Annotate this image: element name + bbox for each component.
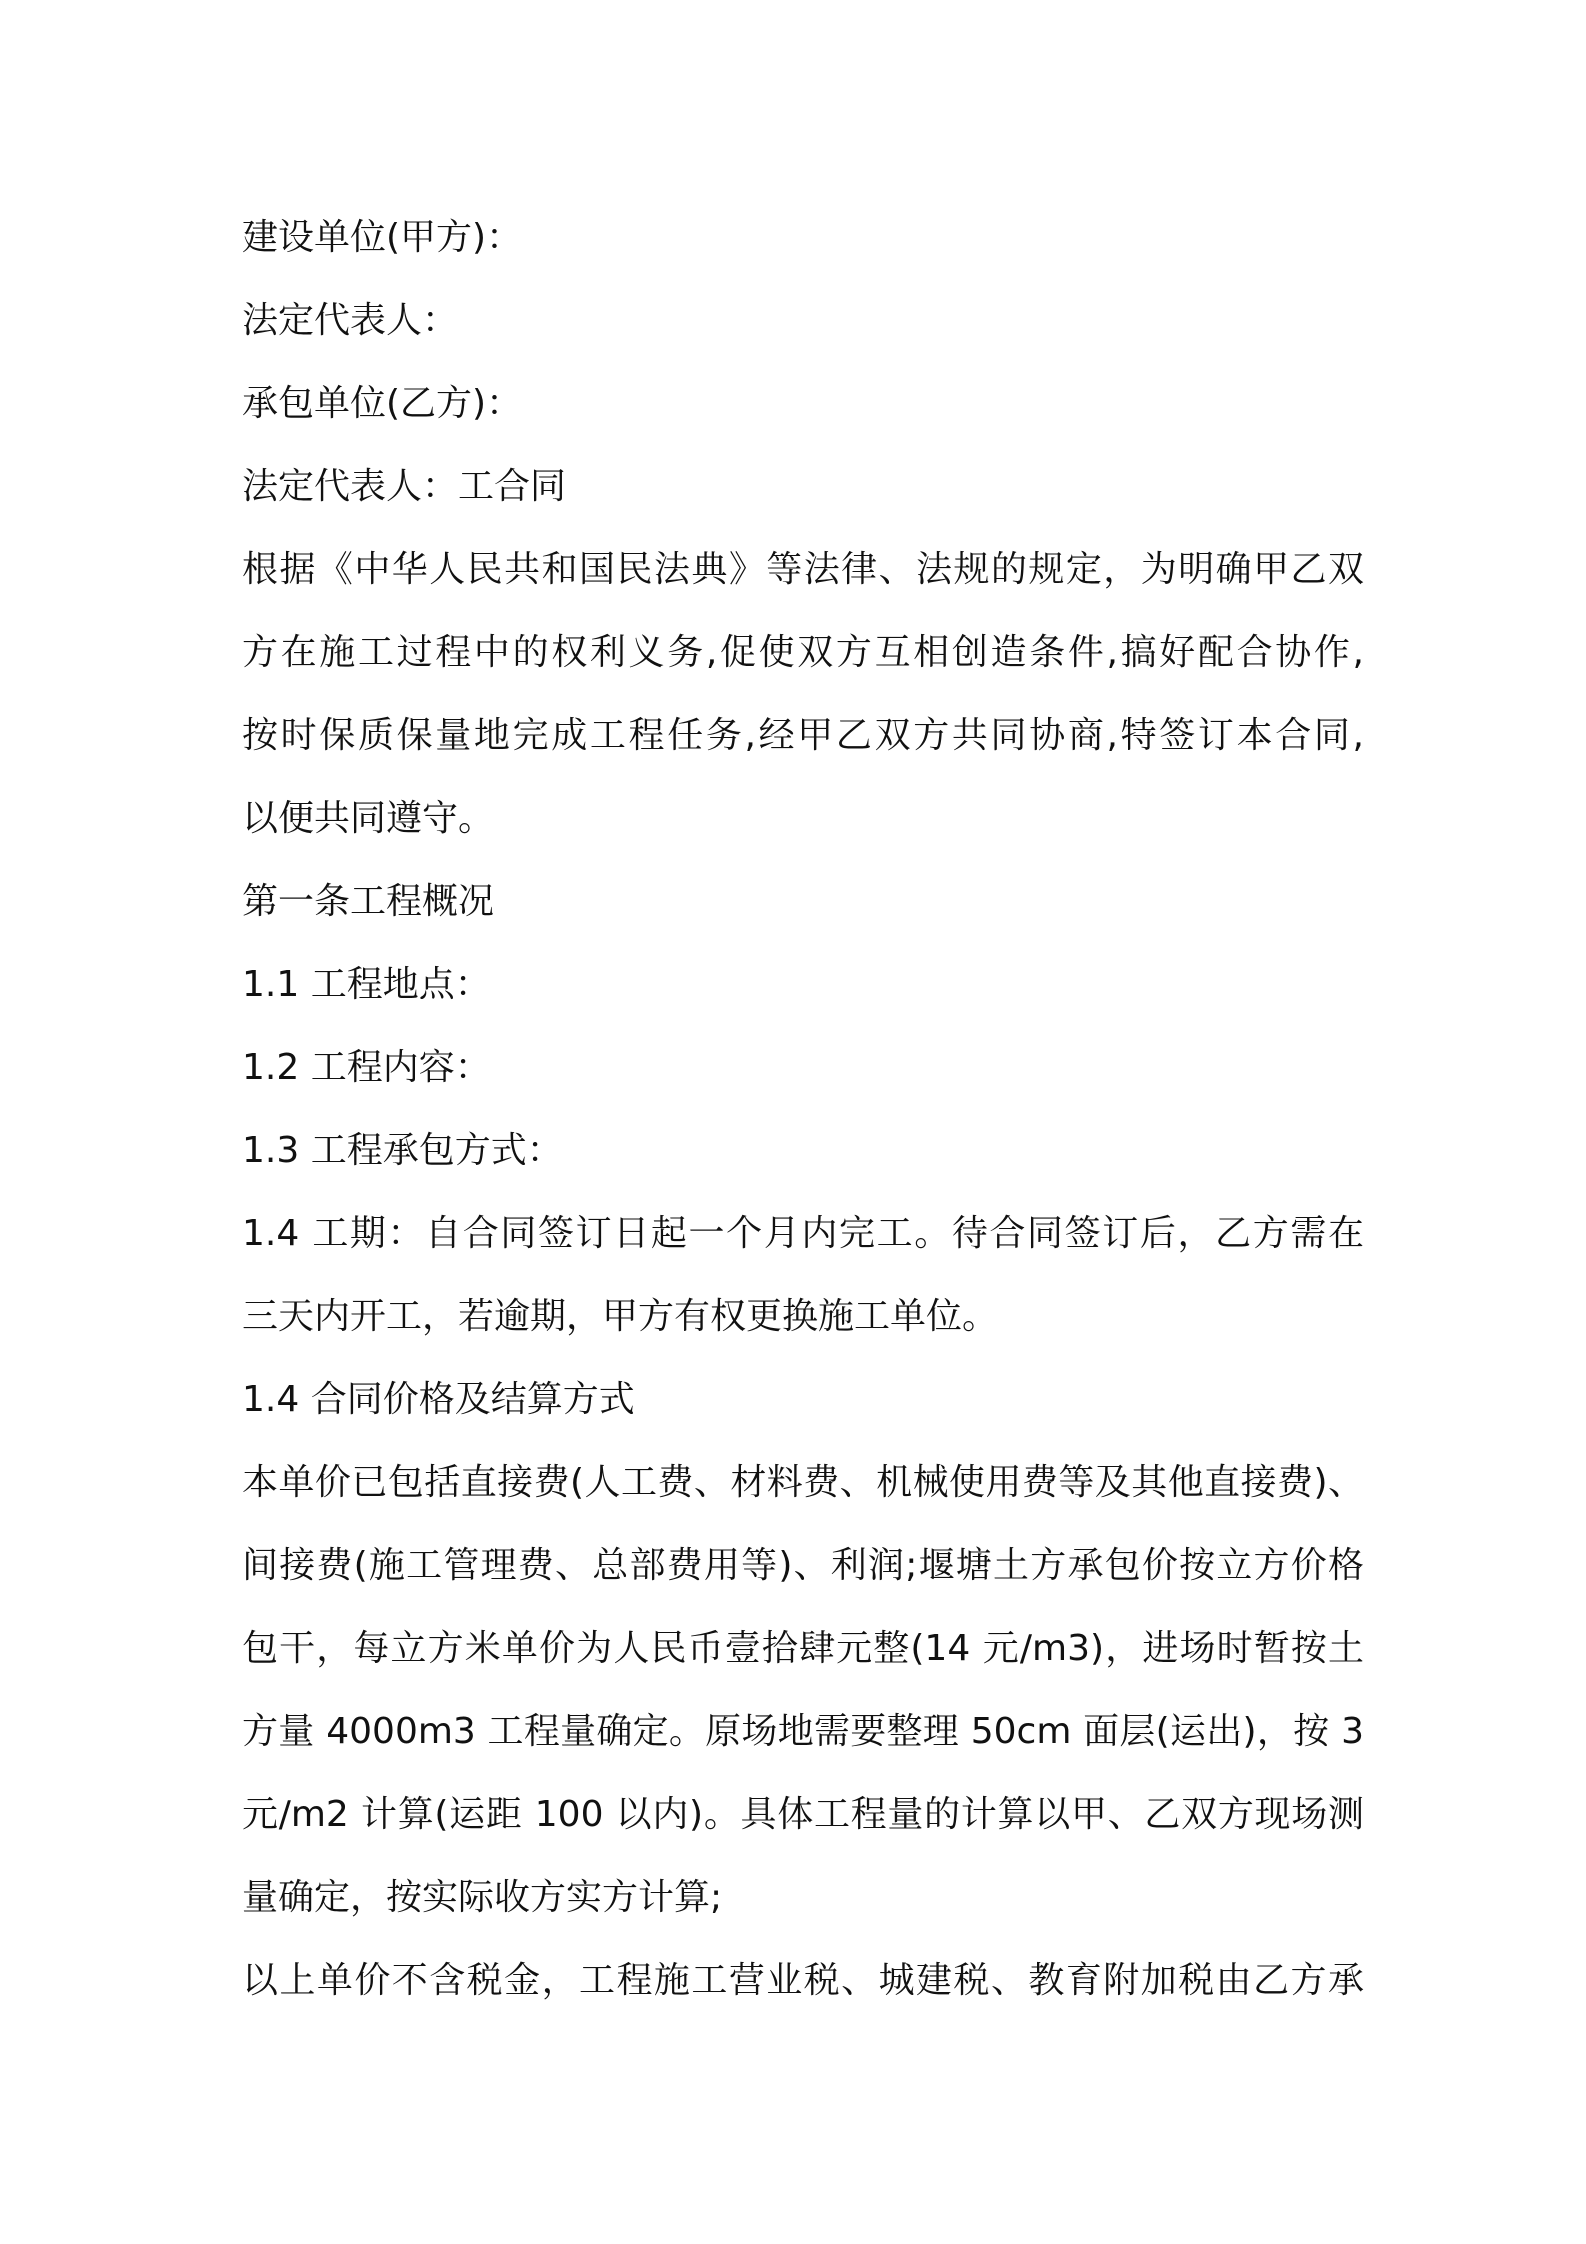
contract-body bbox=[242, 196, 1364, 2022]
price-line: 方量 4000m3 工程量确定。原场地需要整理 50cm 面层(运出)，按 3 bbox=[242, 1711, 1364, 1752]
party-b-line: 承包单位(乙方)： bbox=[242, 383, 523, 424]
price-line: 本单价已包括直接费(人工费、材料费、机械使用费等及其他直接费)、 bbox=[242, 1462, 1364, 1503]
price-line: 间接费(施工管理费、总部费用等)、利润;堰塘土方承包价按立方价格 bbox=[242, 1545, 1364, 1586]
period-line: 三天内开工，若逾期，甲方有权更换施工单位。 bbox=[242, 1296, 999, 1337]
item-1-4-price-title: 1.4 合同价格及结算方式 bbox=[242, 1379, 635, 1420]
party-b-representative-line: 法定代表人：工合同 bbox=[242, 466, 567, 507]
preamble-line: 根据《中华人民共和国民法典》等法律、法规的规定，为明确甲乙双 bbox=[242, 549, 1364, 590]
tax-line: 以上单价不含税金，工程施工营业税、城建税、教育附加税由乙方承 bbox=[242, 1960, 1364, 2001]
preamble-paragraph bbox=[242, 528, 1364, 860]
article-1-title: 第一条工程概况 bbox=[242, 881, 495, 922]
period-line: 1.4 工期：自合同签订日起一个月内完工。待合同签订后，乙方需在 bbox=[242, 1213, 1364, 1254]
price-paragraph bbox=[242, 1441, 1364, 1939]
item-1-1: 1.1 工程地点： bbox=[242, 964, 491, 1005]
tax-paragraph bbox=[242, 1939, 1364, 2022]
price-line: 元/m2 计算(运距 100 以内)。具体工程量的计算以甲、乙双方现场测 bbox=[242, 1794, 1364, 1835]
price-line: 包干，每立方米单价为人民币壹拾肆元整(14 元/m3)，进场时暂按土 bbox=[242, 1628, 1364, 1669]
preamble-line: 方在施工过程中的权利义务,促使双方互相创造条件,搞好配合协作, bbox=[242, 632, 1364, 673]
item-1-2: 1.2 工程内容： bbox=[242, 1047, 491, 1088]
price-line: 量确定，按实际收方实方计算; bbox=[242, 1877, 723, 1918]
item-1-4-period-paragraph bbox=[242, 1192, 1364, 1358]
item-1-3: 1.3 工程承包方式： bbox=[242, 1130, 563, 1171]
party-a-line: 建设单位(甲方)： bbox=[242, 217, 523, 258]
party-a-representative-line: 法定代表人： bbox=[242, 300, 459, 341]
preamble-line: 按时保质保量地完成工程任务,经甲乙双方共同协商,特签订本合同, bbox=[242, 715, 1364, 756]
preamble-line: 以便共同遵守。 bbox=[242, 798, 495, 839]
